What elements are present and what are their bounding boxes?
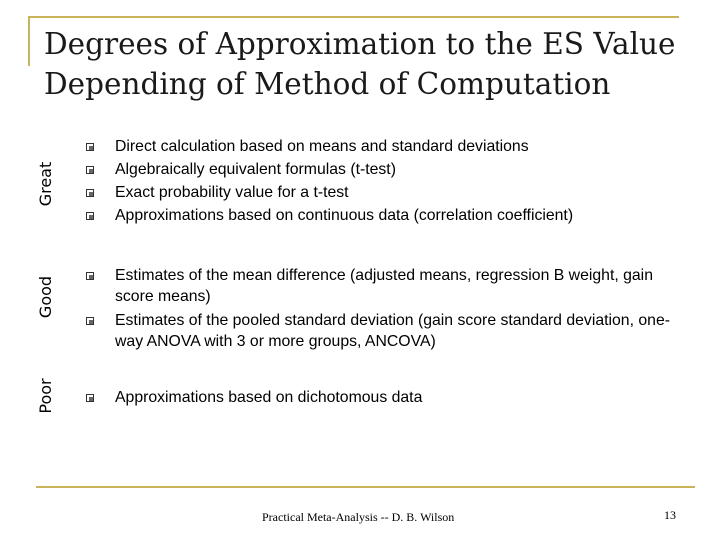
- list-item-text: Direct calculation based on means and standard deviations: [115, 138, 529, 155]
- great-bullet-list: [86, 136, 686, 228]
- checkbox-bullet-icon: [86, 212, 94, 220]
- list-item-text: Estimates of the mean difference (adjusted means, regression B weight, gain score means): [115, 267, 653, 305]
- checkbox-bullet-icon: [86, 272, 94, 280]
- list-item-text: Approximations based on dichotomous data: [115, 389, 423, 406]
- list-item: [86, 265, 686, 307]
- side-label-poor: Poor: [36, 378, 55, 414]
- checkbox-bullet-icon: [86, 166, 94, 174]
- side-label-great: Great: [36, 161, 55, 207]
- side-label-good: Good: [36, 275, 55, 319]
- footer-rule: [36, 486, 695, 488]
- list-item: [86, 310, 686, 352]
- checkbox-bullet-icon: [86, 317, 94, 325]
- slide-title: [44, 24, 684, 104]
- title-line-1: Degrees of Approximation to the ES Value: [44, 27, 676, 61]
- frame-left-rule: [28, 16, 30, 66]
- list-item: [86, 205, 686, 226]
- list-item-text: Algebraically equivalent formulas (t-test): [115, 161, 396, 178]
- good-bullet-list: [86, 265, 686, 355]
- list-item-text: Estimates of the pooled standard deviation (gain score standard deviation, one-way ANOVA with 3 or more groups, ANCOVA): [115, 312, 670, 350]
- list-item: [86, 159, 686, 180]
- poor-bullet-list: [86, 387, 686, 408]
- list-item-text: Approximations based on continuous data (correlation coefficient): [115, 207, 574, 224]
- footer-credit: Practical Meta-Analysis -- D. B. Wilson: [262, 510, 455, 524]
- checkbox-bullet-icon: [86, 189, 94, 197]
- checkbox-bullet-icon: [86, 394, 94, 402]
- title-line-2: Depending of Method of Computation: [44, 67, 611, 101]
- list-item: [86, 136, 686, 157]
- frame-top-rule: [28, 16, 679, 18]
- page-number: 13: [664, 508, 676, 522]
- list-item: [86, 387, 686, 408]
- list-item-text: Exact probability value for a t-test: [115, 184, 349, 201]
- list-item: [86, 182, 686, 203]
- checkbox-bullet-icon: [86, 143, 94, 151]
